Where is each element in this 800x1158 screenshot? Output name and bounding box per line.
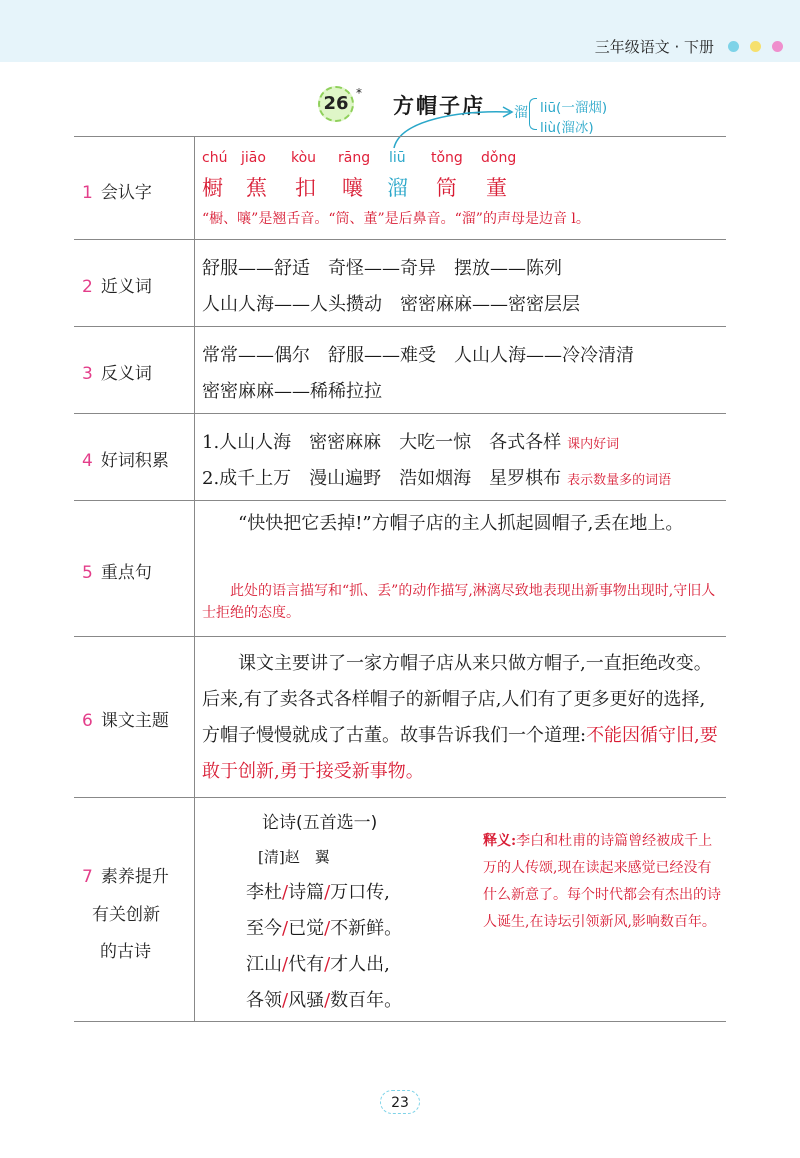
lesson-star: * xyxy=(356,86,362,100)
section-label: 6 课文主题 xyxy=(82,711,169,731)
section-label: 1 会认字 xyxy=(82,183,152,203)
polyphone-arrow-icon xyxy=(0,0,800,200)
section-label: 5 重点句 xyxy=(82,563,152,583)
word-list-line: 2.成千上万 漫山遍野 浩如烟海 星罗棋布 表示数量多的词语 xyxy=(202,468,672,489)
polyphone-brace xyxy=(529,98,537,130)
table-row-line xyxy=(74,797,726,798)
hanzi: 筒 xyxy=(436,176,457,200)
theme-paragraph: 课文主要讲了一家方帽子店从来只做方帽子,一直拒绝改变。后来,有了卖各式各样帽子的新帽子店,人们有了更多更好的选择,方帽子慢慢就成了古董。故事告诉我们一个道理:不能因循守旧,要敢于创新,勇于接受新事物。 xyxy=(202,653,718,782)
table-row-line xyxy=(74,413,726,414)
hanzi: 橱 xyxy=(202,176,223,200)
pronunciation-note: “橱、嚷”是翘舌音。“筒、董”是后鼻音。“溜”的声母是边音 l。 xyxy=(202,211,590,227)
polyphone-char: 溜 xyxy=(514,105,528,121)
poem-line: 各领/风骚/数百年。 xyxy=(246,990,403,1011)
hanzi: 扣 xyxy=(295,176,316,200)
word-tag: 表示数量多的词语 xyxy=(567,473,672,488)
lesson-number: 26 xyxy=(318,86,354,122)
section-label: 3 反义词 xyxy=(82,364,152,384)
key-sentence: “快快把它丢掉!”方帽子店的主人抓起圆帽子,丢在地上。 xyxy=(238,513,684,534)
table-row-line xyxy=(74,500,726,501)
section-label: 7 素养提升 xyxy=(82,867,169,887)
table-row-line xyxy=(74,239,726,240)
section-label: 4 好词积累 xyxy=(82,451,169,471)
hanzi: 蕉 xyxy=(246,176,267,200)
pinyin: chú xyxy=(202,150,228,166)
poem-author: [清]赵 翼 xyxy=(258,848,330,866)
synonym-line: 人山人海——人头攒动 密密麻麻——密密层层 xyxy=(202,294,580,315)
polyphone-reading: liù(溜冰) xyxy=(540,120,594,136)
pinyin: kòu xyxy=(291,150,317,166)
synonym-line: 舒服——舒适 奇怪——奇异 摆放——陈列 xyxy=(202,258,562,279)
book-title: 三年级语文 · 下册 xyxy=(594,38,714,56)
table-row-line xyxy=(74,136,726,137)
section-label: 2 近义词 xyxy=(82,277,152,297)
antonym-line: 常常——偶尔 舒服——难受 人山人海——冷冷清清 xyxy=(202,345,634,366)
word-list-line: 1.人山人海 密密麻麻 大吃一惊 各式各样 课内好词 xyxy=(202,432,620,453)
pinyin: dǒng xyxy=(481,150,517,166)
poem-line: 江山/代有/才人出, xyxy=(246,954,390,975)
poem-explanation: 释义:李白和杜甫的诗篇曾经被成千上万的人传颂,现在读起来感觉已经没有什么新意了。每个时代都会有杰出的诗人诞生,在诗坛引领新风,影响数百年。 xyxy=(483,833,721,930)
section-sublabel: 的古诗 xyxy=(100,942,151,962)
page-number: 23 xyxy=(380,1090,420,1114)
theme-highlight: 不能因循守旧,要敢于创新,勇于接受新事物。 xyxy=(202,725,718,782)
lesson-title: 方帽子店 xyxy=(393,94,485,118)
table-row-line xyxy=(74,636,726,637)
poem-title: 论诗(五首选一) xyxy=(262,813,378,833)
pinyin: jiāo xyxy=(241,150,266,166)
table-bottom-line xyxy=(74,1021,726,1022)
hanzi: 董 xyxy=(486,176,507,200)
hanzi: 溜 xyxy=(387,176,408,200)
pinyin: rāng xyxy=(338,150,371,166)
word-tag: 课内好词 xyxy=(567,437,620,452)
sentence-analysis: 此处的语言描写和“抓、丢”的动作描写,淋漓尽致地表现出新事物出现时,守旧人士拒绝的态度。 xyxy=(202,583,716,621)
antonym-line: 密密麻麻——稀稀拉拉 xyxy=(202,381,382,402)
pinyin: tǒng xyxy=(431,150,463,166)
section-sublabel: 有关创新 xyxy=(92,905,160,925)
hanzi: 嚷 xyxy=(342,176,363,200)
poem-line: 李杜/诗篇/万口传, xyxy=(246,882,390,903)
polyphone-reading: liū(一溜烟) xyxy=(540,100,608,116)
table-row-line xyxy=(74,326,726,327)
pinyin: liū xyxy=(389,150,406,166)
poem-line: 至今/已觉/不新鲜。 xyxy=(246,918,403,939)
table-column-divider xyxy=(194,136,195,1022)
